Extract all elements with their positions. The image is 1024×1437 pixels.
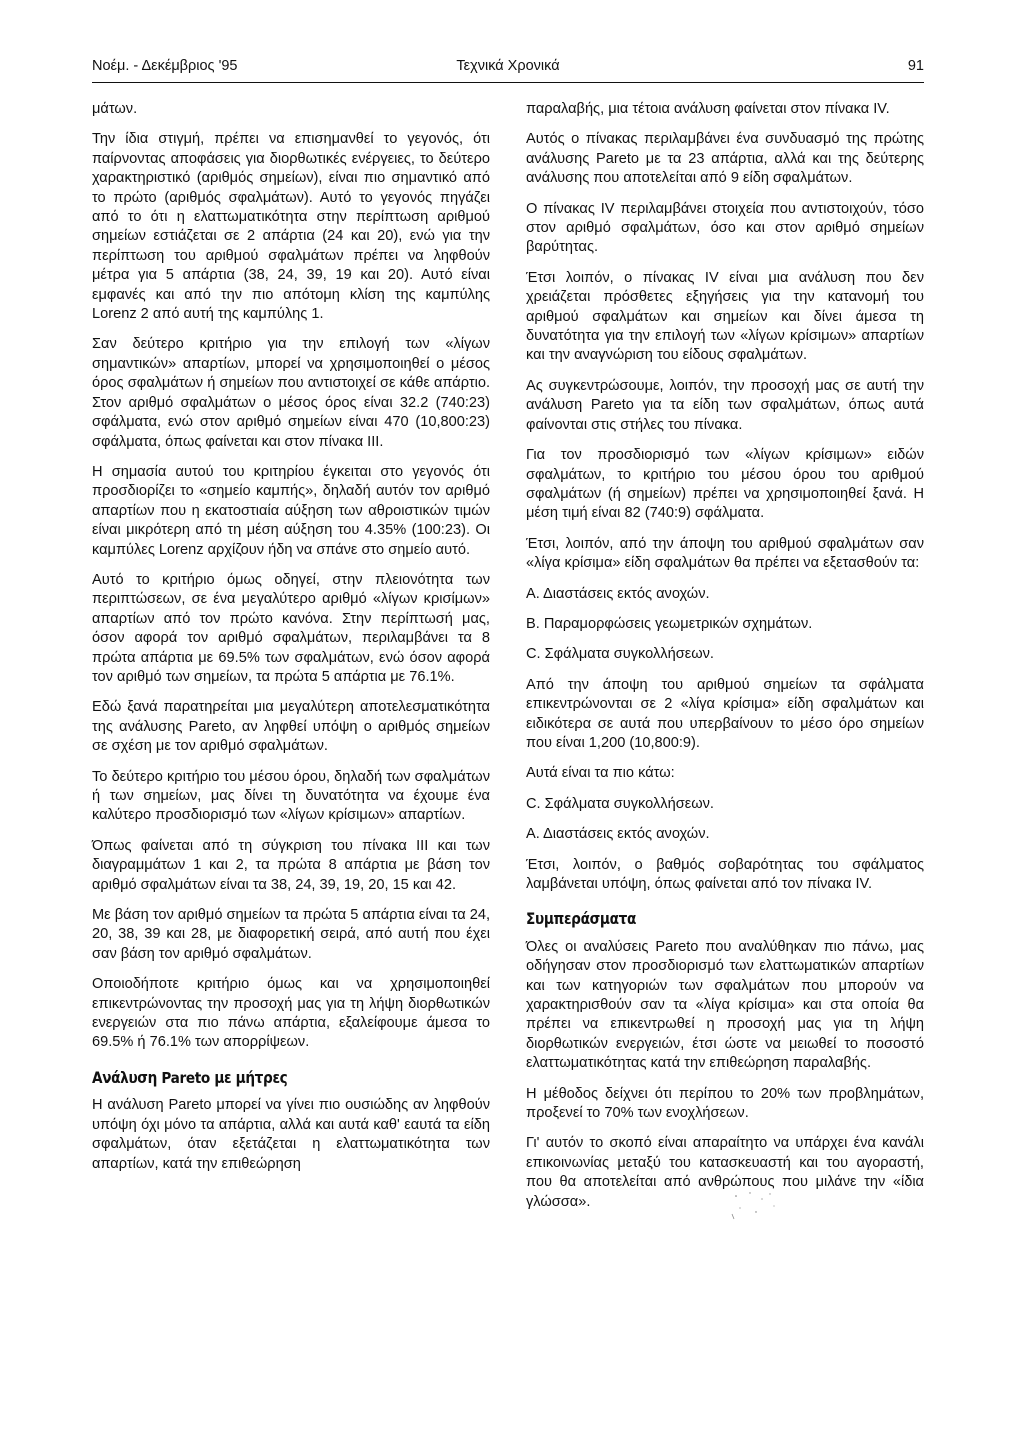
paragraph: Ο πίνακας IV περιλαμβάνει στοιχεία που αντιστοιχούν, τόσο στον αριθμό σφαλμάτων, όσο και στον αριθμό σημείων βαρύτητας. — [526, 200, 924, 256]
journal-title: Τεχνικά Χρονικά — [456, 58, 560, 74]
paragraph: Την ίδια στιγμή, πρέπει να επισημανθεί το γεγονός, ότι παίρνοντας αποφάσεις για διορθωτικές ενέργειες, το δεύτερο χαρακτηριστικό (αριθμός σημείων), είναι πιο σημαντικό από το πρώτο (αριθμός σφαλμάτων). Αυτό το γεγονός πηγάζει από το ότι η ελαττωματικότητα στην περίπτωση αριθμού σημείων εστιάζεται σε 2 απάρτια (24 και 20), ενώ για την περίπτωση του αριθμού σφαλμάτων πρέπει να ληφθούν μέτρα για 5 απάρτια (38, 24, 39, 19 και 20). Αυτό είναι εμφανές και από την πιο απότομη κλίση της καμπύλης Lorenz 2 από αυτή της καμπύλης 1. — [92, 131, 490, 323]
paragraph: Αυτός ο πίνακας περιλαμβάνει ένα συνδυασμό της πρώτης ανάλυσης Pareto με τα 23 απάρτια, αλλά και της δεύτερης ανάλυσης που αποτελείται από 9 είδη σφαλμάτων. — [526, 131, 924, 187]
paragraph: Αυτά είναι τα πιο κάτω: — [526, 765, 675, 782]
paragraph: Η μέθοδος δείχνει ότι περίπου το 20% των προβλημάτων, προξενεί το 70% των ενοχλήσεων. — [526, 1085, 924, 1122]
paragraph: Από την άποψη του αριθμού σημείων τα σφάλματα επικεντρώνονται σε 2 «λίγα κρίσιμα» είδη σφαλμάτων και ειδικότερα σε αυτά που υπερβαίνουν το μέσο όρο σημείων που είναι 1,200 (10,800:9). — [526, 676, 924, 751]
page-number: 91 — [907, 58, 924, 74]
paragraph: Όλες οι αναλύσεις Pareto που αναλύθηκαν πιο πάνω, μας οδήγησαν στον προσδιορισμό των ελαττωματικών απαρτίων και των κατηγοριών των σφαλμάτων που μπορούν να χαρακτηρισθούν σαν τα «λίγα κρίσιμα» και στα οποία θα πρέπει να επικεντρωθεί η προσοχή μας για τη λήψη διορθωτικών ενεργειών, έτσι ώστε να μειωθεί το ποσοστό ελαττωματικότητας κατά την επιθεώρηση παραλαβής. — [526, 938, 924, 1072]
paragraph: Η ανάλυση Pareto μπορεί να γίνει πιο ουσιώδης αν ληφθούν υπόψη όχι μόνο τα απάρτια, αλλά και αυτά καθ' εαυτά τα είδη σφαλμάτων, όταν εξετάζεται η ελαττωματικότητα των απαρτίων, κατά την επιθεώρηση — [92, 1097, 490, 1172]
header-rule — [92, 82, 924, 83]
paragraph: Το δεύτερο κριτήριο του μέσου όρου, δηλαδή των σφαλμάτων ή των σημείων, μας δίνει τη δυνατότητα να έχουμε ένα καλύτερο προσδιορισμό των «λίγων κρίσιμων» απαρτίων. — [92, 768, 490, 824]
list-item: Α. Διαστάσεις εκτός ανοχών. — [526, 585, 710, 602]
list-item: Α. Διαστάσεις εκτός ανοχών. — [526, 826, 710, 843]
paragraph: μάτων. — [92, 101, 138, 117]
list-item: C. Σφάλματα συγκολλήσεων. — [526, 646, 714, 663]
paragraph: Με βάση τον αριθμό σημείων τα πρώτα 5 απάρτια είναι τα 24, 20, 38, 39 και 28, με διαφορετική σειρά, από αυτή που έχει σαν βάση τον αριθμό σφαλμάτων. — [92, 907, 490, 962]
paragraph: παραλαβής, μια τέτοια ανάλυση φαίνεται στον πίνακα IV. — [526, 101, 890, 117]
issue-date: Νοέμ. - Δεκέμβριος '95 — [92, 58, 238, 74]
scan-speckles — [726, 1190, 806, 1220]
list-item: Β. Παραμορφώσεις γεωμετρικών σχημάτων. — [526, 615, 813, 632]
paragraph: Έτσι λοιπόν, ο πίνακας IV είναι μια ανάλυση που δεν χρειάζεται πρόσθετες εξηγήσεις για την κατανομή του αριθμού σφαλμάτων και σημείων και δίνει άμεσα τη δυνατότητα για την επιλογή των «λίγων κρίσιμων» απαρτίων και την αναγνώριση του είδους σφαλμάτων. — [526, 269, 924, 364]
paragraph: Έτσι, λοιπόν, ο βαθμός σοβαρότητας του σφάλματος λαμβάνεται υπόψη, όπως φαίνεται από τον πίνακα IV. — [526, 856, 924, 892]
page-header — [92, 58, 924, 80]
paragraph: Εδώ ξανά παρατηρείται μια μεγαλύτερη αποτελεσματικότητα της ανάλυσης Pareto, αν ληφθεί υπόψη ο αριθμός σημείων σε σχέση με τον αριθμό σφαλμάτων. — [92, 699, 490, 755]
paragraph: Για τον προσδιορισμό των «λίγων κρίσιμων» ειδών σφαλμάτων, το κριτήριο του μέσου όρου του αριθμού σφαλμάτων (ή σημείων) πρέπει να χρησιμοποιηθεί ξανά. Η μέση τιμή είναι 82 (740:9) σφάλματα. — [526, 447, 924, 522]
paragraph: Γι' αυτόν το σκοπό είναι απαραίτητο να υπάρχει ένα κανάλι επικοινωνίας μεταξύ του κατασκευαστή και του αγοραστή, που θα αποτελείται από ανθρώπους που μιλάνε την «ίδια γλώσσα». — [526, 1135, 924, 1210]
paragraph: Η σημασία αυτού του κριτηρίου έγκειται στο γεγονός ότι προσδιορίζει το «σημείο καμπής», δηλαδή αυτόν τον αριθμό απαρτίων που η εκατοστιαία αύξηση των αθροιστικών τιμών είναι μικρότερη από τη μέση αύξηση του 4.35% (100:23). Οι καμπύλες Lorenz αρχίζουν ήδη να σπάνε στο σημείο αυτό. — [92, 463, 490, 558]
left-column — [92, 100, 490, 1185]
paragraph: Αυτό το κριτήριο όμως οδηγεί, στην πλειονότητα των περιπτώσεων, σε ένα μεγαλύτερο αριθμό «λίγων κρισίμων» απαρτίων από τον πρώτο κανόνα. Στην περίπτωσή μας, όσον αφορά τον αριθμό σφαλμάτων, περιλαμβάνει τα 8 πρώτα απάρτια με 69.5% των σφαλμάτων, ενώ όσον αφορά τον αριθμό των σημείων, τα πρώτα 5 απάρτια με 76.1%. — [92, 571, 490, 685]
right-column — [526, 100, 924, 1223]
paragraph: Όπως φαίνεται από τη σύγκριση του πίνακα ΙΙΙ και των διαγραμμάτων 1 και 2, τα πρώτα 8 απάρτια με βάση τον αριθμό σφαλμάτων είναι τα 38, 24, 39, 19, 20, 15 και 42. — [92, 837, 490, 893]
section-heading-conclusions: Συμπεράσματα — [526, 910, 636, 929]
list-item: C. Σφάλματα συγκολλήσεων. — [526, 795, 714, 812]
paragraph: Οποιοδήποτε κριτήριο όμως και να χρησιμοποιηθεί επικεντρώνοντας την προσοχή μας για τη λήψη διορθωτικών ενεργειών στα πιο πάνω απάρτια, εξαλείφουμε άμεσα το 69.5% ή 76.1% των απορρίψεων. — [92, 976, 490, 1051]
section-heading-pareto-matrices: Ανάλυση Pareto με μήτρες — [92, 1068, 288, 1087]
paragraph: Σαν δεύτερο κριτήριο για την επιλογή των «λίγων σημαντικών» απαρτίων, μπορεί να χρησιμοποιηθεί ο μέσος όρος σφαλμάτων ή σημείων που αντιστοιχεί σε κάθε απάρτιο. Στον αριθμό σφαλμάτων ο μέσος όρος είναι 32.2 (740:23) σφάλματα, ενώ στον αριθμό σημείων είναι 470 (10,800:23) σφάλματα, όπως φαίνεται και στον πίνακα ΙΙΙ. — [92, 336, 490, 450]
paragraph: Ας συγκεντρώσουμε, λοιπόν, την προσοχή μας σε αυτή την ανάλυση Pareto για τα είδη των σφαλμάτων, όπως αυτά φαίνονται στις στήλες του πίνακα. — [526, 377, 924, 433]
paragraph: Έτσι, λοιπόν, από την άποψη του αριθμού σφαλμάτων σαν «λίγα κρίσιμα» είδη σφαλμάτων θα πρέπει να εξετασθούν τα: — [526, 535, 924, 572]
